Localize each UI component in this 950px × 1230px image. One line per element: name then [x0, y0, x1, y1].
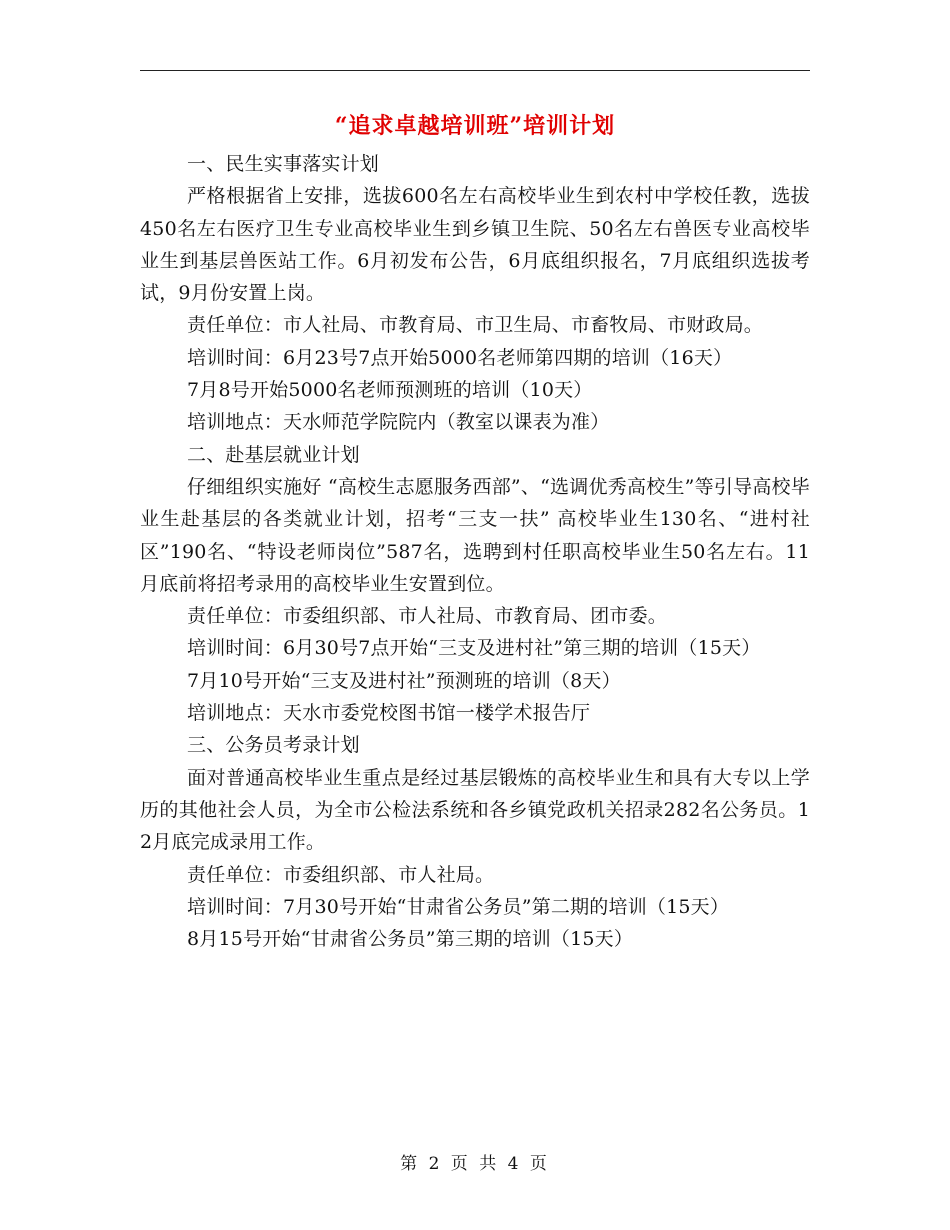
- paragraph: 责任单位：市委组织部、市人社局、市教育局、团市委。: [187, 605, 668, 628]
- paragraph: 8月15号开始“甘肃省公务员”第三期的培训（15天）: [187, 928, 634, 951]
- paragraph: 培训地点：天水市委党校图书馆一楼学术报告厅: [187, 702, 591, 725]
- paragraph: 责任单位：市委组织部、市人社局。: [187, 863, 495, 886]
- paragraph: 7月10号开始“三支及进村社”预测班的培训（8天）: [187, 669, 621, 692]
- section-heading-1: 一、民生实事落实计划: [187, 153, 380, 175]
- paragraph: 面对普通高校毕业生重点是经过基层锻炼的高校毕业生和具有大专以上学历的其他社会人员，为全市公检法系统和各乡镇党政机关招录282名公务员。12月底完成录用工作。: [140, 766, 810, 854]
- paragraph: 培训地点：天水师范学院院内（教室以课表为准）: [187, 411, 610, 434]
- header-rule: [140, 70, 810, 71]
- paragraph: 仔细组织实施好 “高校生志愿服务西部”、“选调优秀高校生”等引导高校毕业生赴基层的各类就业计划，招考“三支一扶” 高校毕业生130名、“进村社区”190名、“特设老师岗位”587名，选聘到村任职高校毕业生50名左右。11月底前将招考录用的高校毕业生安置到位。: [140, 475, 810, 595]
- document-body: [140, 148, 810, 955]
- paragraph: 培训时间：6月23号7点开始5000名老师第四期的培训（16天）: [187, 346, 733, 369]
- page-footer: 第 2 页 共 4 页: [400, 1154, 550, 1174]
- paragraph: 培训时间：7月30号开始“甘肃省公务员”第二期的培训（15天）: [187, 895, 730, 918]
- paragraph: 责任单位：市人社局、市教育局、市卫生局、市畜牧局、市财政局。: [187, 314, 764, 337]
- paragraph: 严格根据省上安排，选拔600名左右高校毕业生到农村中学校任教，选拔450名左右医疗卫生专业高校毕业生到乡镇卫生院、50名左右兽医专业高校毕业生到基层兽医站工作。6月初发布公告，6月底组织报名，7月底组织选拔考试，9月份安置上岗。: [140, 185, 810, 305]
- section-heading-3: 三、公务员考录计划: [187, 734, 360, 757]
- paragraph: 7月8号开始5000名老师预测班的培训（10天）: [187, 379, 593, 402]
- document-title: “追求卓越培训班”培训计划: [334, 113, 616, 139]
- paragraph: 培训时间：6月30号7点开始“三支及进村社”第三期的培训（15天）: [187, 637, 761, 660]
- section-heading-2: 二、赴基层就业计划: [187, 443, 360, 466]
